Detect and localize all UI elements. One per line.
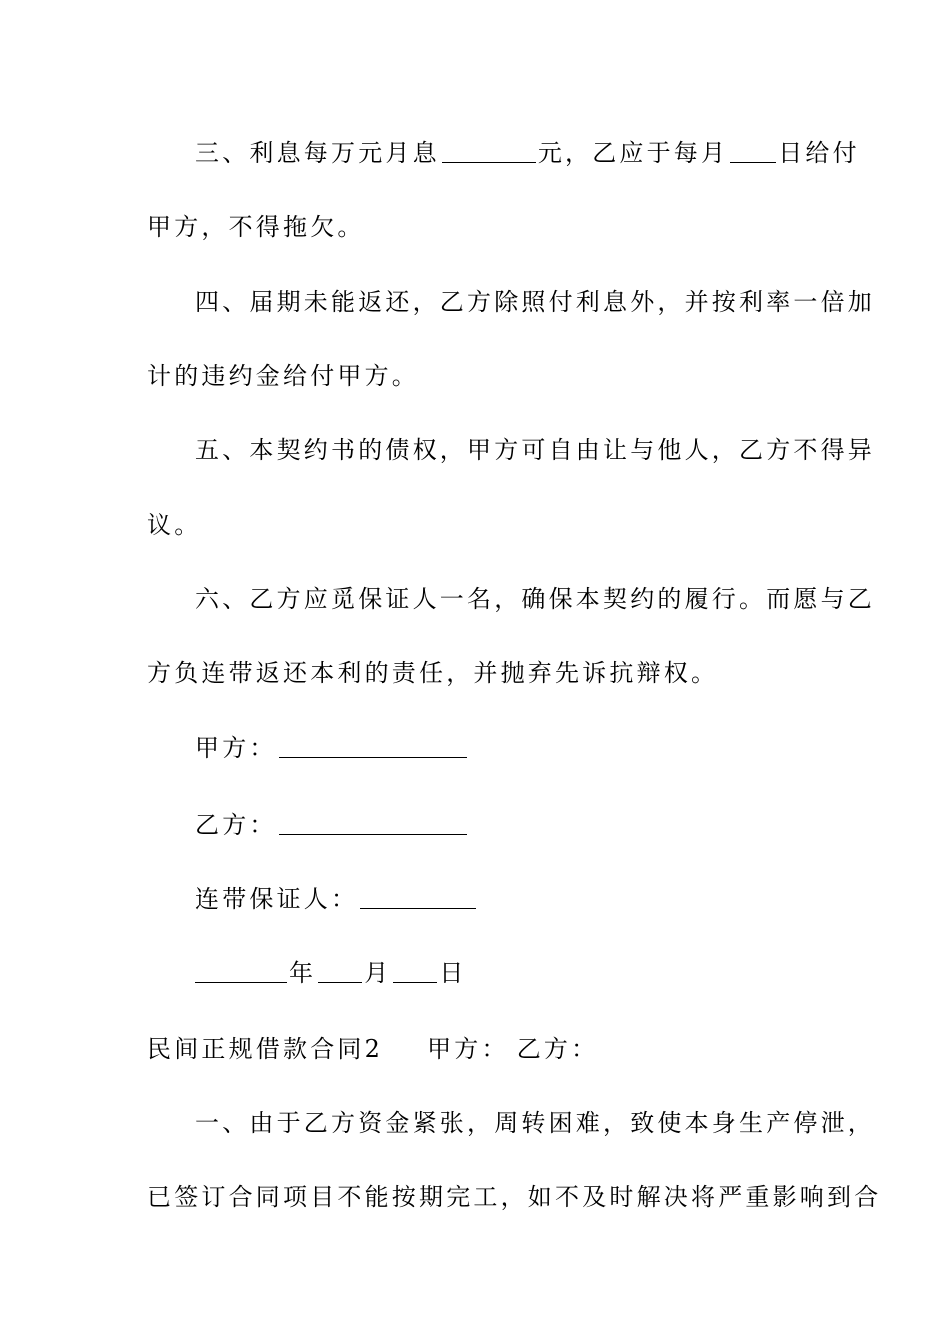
clause-5-line-1: 五、本契约书的债权，甲方可自由让与他人，乙方不得异 [195,436,875,464]
clause-4-line-1: 四、届期未能返还，乙方除照付利息外，并按利率一倍加 [195,288,875,316]
clause-3-line-2: 甲方，不得拖欠。 [147,213,365,241]
date-line [195,958,467,988]
clause-3-text-a: 三、利息每万元月息 [195,139,440,167]
clause-3-line-1 [195,138,860,168]
interest-amount-blank [442,140,536,163]
clause-5-line-2: 议。 [147,511,202,539]
month-label: 月 [364,959,392,987]
month-blank [318,960,362,983]
party-b-blank [279,812,467,835]
contract-2-party-a: 甲方： [427,1035,509,1063]
clause-4-line-2: 计的违约金给付甲方。 [147,362,419,390]
clause-6-line-2: 方负连带返还本利的责任，并抛弃先诉抗辩权。 [147,659,719,687]
party-a-signature-line [195,733,469,763]
contract-2-heading [147,1034,598,1064]
guarantor-label: 连带保证人： [195,885,359,913]
contract-2-clause-1-line-2: 已签订合同项目不能按期完工，如不及时解决将严重影响到合 [147,1183,882,1211]
contract-2-party-b: 乙方： [516,1035,599,1063]
day-blank [393,960,437,983]
party-a-label: 甲方： [195,734,277,762]
party-b-label: 乙方： [195,811,277,839]
payment-day-blank [730,140,776,163]
clause-3-text-c: 日给付 [778,139,860,167]
day-label: 日 [439,959,467,987]
clause-6-line-1: 六、乙方应觅保证人一名，确保本契约的履行。而愿与乙 [195,585,875,613]
year-blank [195,960,287,983]
contract-2-clause-1-line-1: 一、由于乙方资金紧张，周转困难，致使本身生产停泄， [195,1109,875,1137]
guarantor-blank [360,886,476,909]
guarantor-signature-line [195,884,478,914]
contract-2-title: 民间正规借款合同2 [147,1035,384,1063]
clause-3-text-b: 元，乙应于每月 [537,139,729,167]
party-b-signature-line [195,810,469,840]
year-label: 年 [289,959,317,987]
party-a-blank [279,735,467,758]
